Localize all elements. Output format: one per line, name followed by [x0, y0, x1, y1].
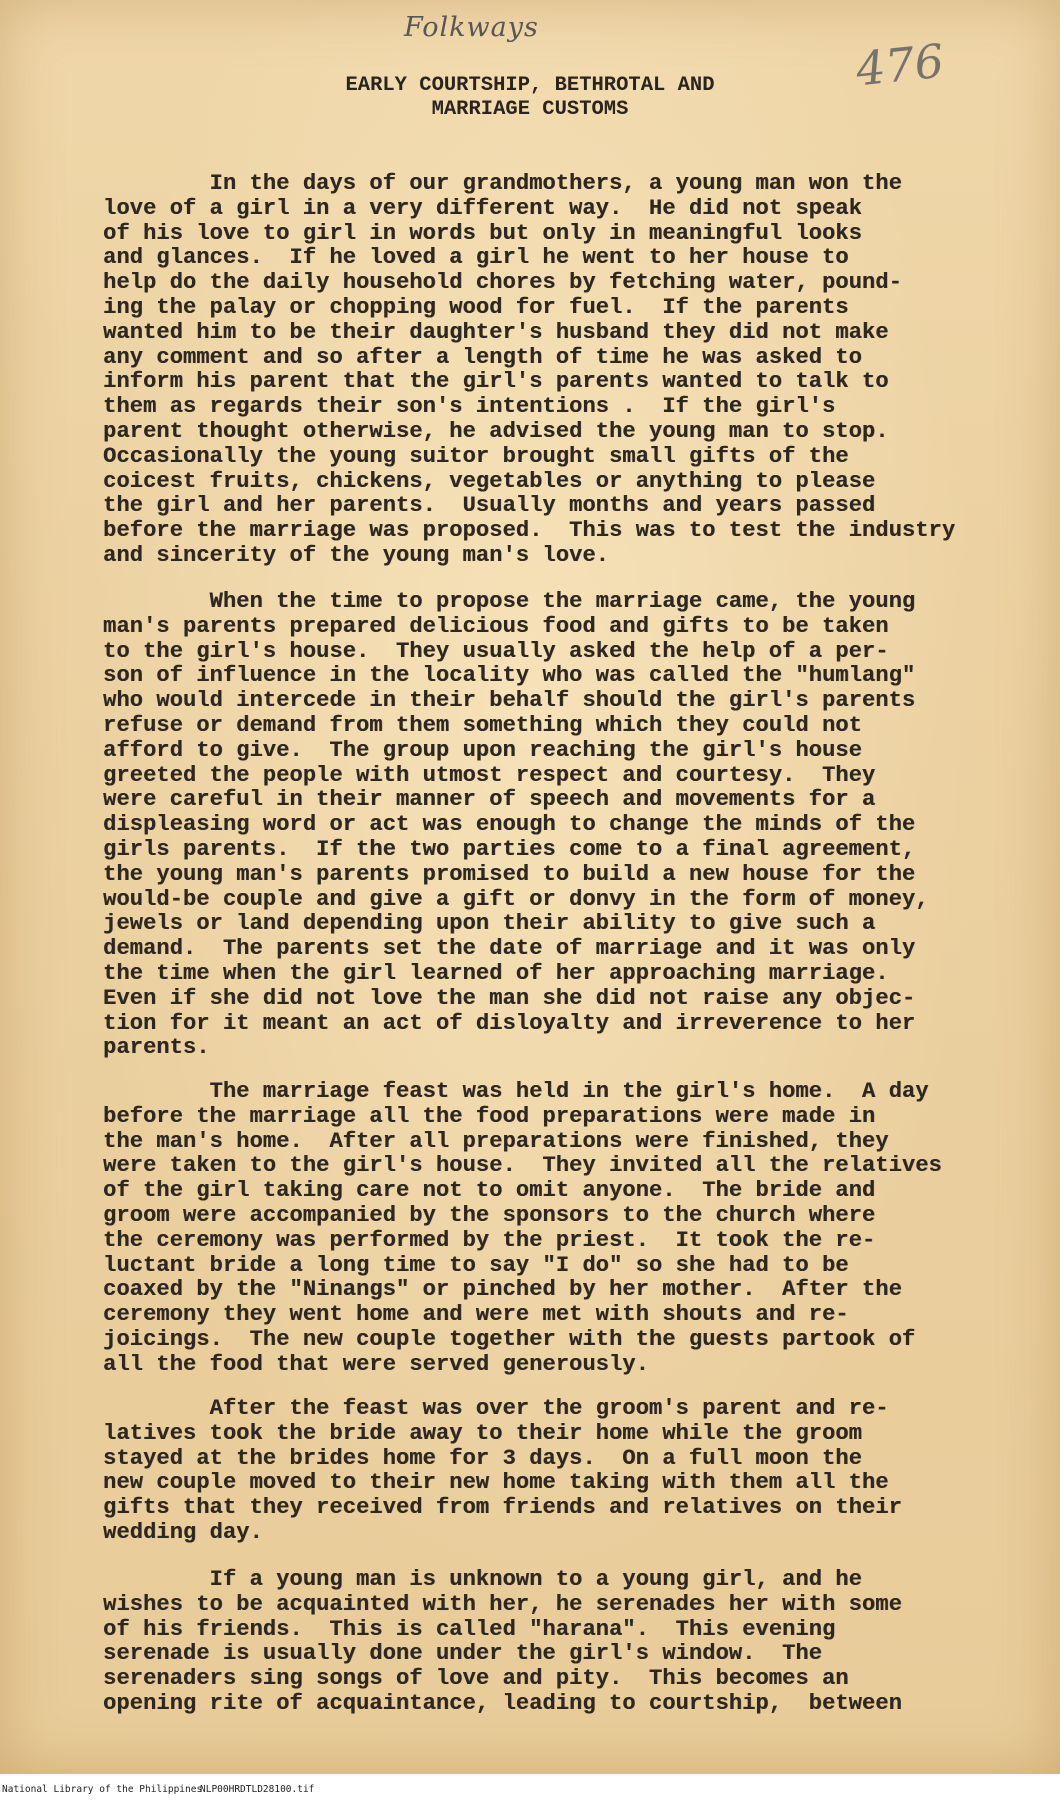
paragraph-marriage-feast: The marriage feast was held in the girl's home. A day before the marriage all the food preparations were made in the man's home. After all preparations were finished, they were taken to the girl's house. They invited all the relatives of the girl taking care not to omit anyone. The bride and groom were accompanied by the sponsors to the church where the ceremony was performed by the priest. It took the re- luctant bride a long time to say "I do" so she had to be coaxed by the "Ninangs" or pinched by her mother. After the ceremony they went home and were met with shouts and re- joicings. The new couple together with the guests partook of all the food that were served generously.: [103, 1079, 942, 1377]
title-line-2: MARRIAGE CUSTOMS: [431, 98, 629, 121]
handwritten-page-number: 476: [853, 33, 947, 97]
paragraph-marriage-proposal: When the time to propose the marriage came, the young man's parents prepared delicious food and gifts to be taken to the girl's house. They usually asked the help of a per- son of influence in the locality who was called the "humlang" who would intercede in their behalf should the girl's parents refuse or demand from them something which they could not afford to give. The group upon reaching the girl's house greeted the people with utmost respect and courtesy. They were careful in their manner of speech and movements for a displeasing word or act was enough to change the minds of the girls parents. If the two parties come to a final agreement, the young man's parents promised to build a new house for the would-be couple and give a gift or donvy in the form of money, jewels or land depending upon their ability to give such a demand. The parents set the date of marriage and it was only the time when the girl learned of her approaching marriage. Even if she did not love the man she did not raise any objec- tion for it meant an act of disloyalty and irreverence to her parents.: [103, 589, 929, 1061]
paragraph-harana: If a young man is unknown to a young girl, and he wishes to be acquainted with her, he serenades her with some of his friends. This is called "harana". This evening serenade is usually done under the girl's window. The serenaders sing songs of love and pity. This becomes an opening rite of acquaintance, leading to courtship, between: [103, 1567, 902, 1716]
file-identifier: NLP00HRDTLD28100.tif: [200, 1784, 315, 1795]
scan-footer: [0, 1778, 1060, 1800]
handwritten-folkways-note: Folkways: [404, 12, 539, 43]
title-line-1: EARLY COURTSHIP, BETHROTAL AND: [345, 74, 715, 97]
document-title: [0, 74, 1060, 122]
paragraph-courtship: In the days of our grandmothers, a young man won the love of a girl in a very different way. He did not speak of his love to girl in words but only in meaningful looks and glances. If he loved a girl he went to her house to help do the daily household chores by fetching water, pound- ing the palay or chopping wood for fuel. If the parents wanted him to be their daughter's husband they did not make any comment and so after a length of time he was asked to inform his parent that the girl's parents wanted to talk to them as regards their son's intentions . If the girl's parent thought otherwise, he advised the young man to stop. Occasionally the young suitor brought small gifts of the coicest fruits, chickens, vegetables or anything to please the girl and her parents. Usually months and years passed before the marriage was proposed. This was to test the industry and sincerity of the young man's love.: [103, 171, 956, 568]
paragraph-after-feast: After the feast was over the groom's parent and re- latives took the bride away to their home while the groom stayed at the brides home for 3 days. On a full moon the new couple moved to their new home taking with them all the gifts that they received from friends and relatives on their wedding day.: [103, 1396, 902, 1545]
library-credit: National Library of the Philippines: [2, 1784, 203, 1795]
